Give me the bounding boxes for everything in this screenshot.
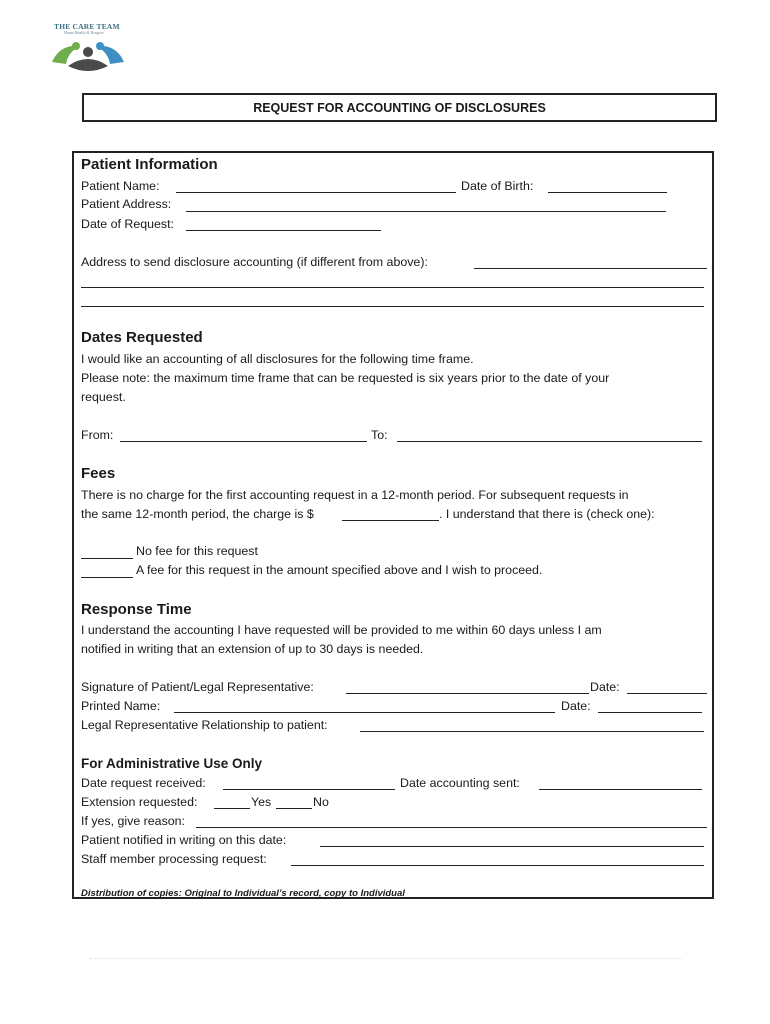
fee-option: A fee for this request in the amount specified above and I wish to proceed. <box>136 563 543 577</box>
signature-date-label: Date: <box>590 680 620 694</box>
fee-check-field[interactable] <box>81 577 133 578</box>
logo-tagline: Home Health & Hospice <box>64 30 104 35</box>
fees-text-1: There is no charge for the first accounting request in a 12-month period. For subsequent requests in <box>81 488 629 502</box>
printed-date-label: Date: <box>561 699 591 713</box>
signature-label: Signature of Patient/Legal Representative: <box>81 680 314 694</box>
care-team-logo <box>46 18 130 80</box>
send-address-field-2[interactable] <box>81 287 704 288</box>
send-address-field-3[interactable] <box>81 306 704 307</box>
extension-yes-label: Yes <box>251 795 272 809</box>
dates-requested-heading: Dates Requested <box>81 329 203 346</box>
patient-address-field[interactable] <box>186 211 666 212</box>
no-fee-option: No fee for this request <box>136 544 258 558</box>
page-footer-divider <box>90 958 682 959</box>
logo-name: THE CARE TEAM <box>54 22 120 31</box>
notified-field[interactable] <box>320 846 704 847</box>
form-container <box>72 151 714 899</box>
reason-field[interactable] <box>196 827 707 828</box>
extension-label: Extension requested: <box>81 795 198 809</box>
relationship-label: Legal Representative Relationship to patient: <box>81 718 328 732</box>
dates-text-2: Please note: the maximum time frame that can be requested is six years prior to the date of your <box>81 371 610 385</box>
extension-no-field[interactable] <box>276 808 312 809</box>
extension-yes-field[interactable] <box>214 808 250 809</box>
no-fee-check-field[interactable] <box>81 558 133 559</box>
distribution-note: Distribution of copies: Original to Individual’s record, copy to Individual <box>81 888 405 899</box>
reason-label: If yes, give reason: <box>81 814 185 828</box>
dates-text-3: request. <box>81 390 126 404</box>
received-label: Date request received: <box>81 776 206 790</box>
to-field[interactable] <box>397 441 702 442</box>
response-text-2: notified in writing that an extension of up to 30 days is needed. <box>81 642 424 656</box>
request-date-field[interactable] <box>186 230 381 231</box>
fees-text-2b: . I understand that there is (check one): <box>439 507 655 521</box>
response-time-heading: Response Time <box>81 601 192 618</box>
staff-label: Staff member processing request: <box>81 852 267 866</box>
fees-heading: Fees <box>81 465 116 482</box>
send-address-label: Address to send disclosure accounting (if different from above): <box>81 255 428 269</box>
send-address-field-1[interactable] <box>474 268 707 269</box>
from-label: From: <box>81 428 114 442</box>
extension-no-label: No <box>313 795 329 809</box>
dob-label: Date of Birth: <box>461 179 534 193</box>
relationship-field[interactable] <box>360 731 704 732</box>
signature-date-field[interactable] <box>627 693 707 694</box>
form-title: REQUEST FOR ACCOUNTING OF DISCLOSURES <box>82 93 717 122</box>
dates-text-1: I would like an accounting of all disclosures for the following time frame. <box>81 352 474 366</box>
notified-label: Patient notified in writing on this date: <box>81 833 287 847</box>
to-label: To: <box>371 428 388 442</box>
staff-field[interactable] <box>291 865 704 866</box>
response-text-1: I understand the accounting I have requested will be provided to me within 60 days unless I am <box>81 623 602 637</box>
request-date-label: Date of Request: <box>81 217 174 231</box>
printed-date-field[interactable] <box>598 712 702 713</box>
patient-name-field[interactable] <box>176 192 456 193</box>
fee-amount-field[interactable] <box>342 520 439 521</box>
patient-address-label: Patient Address: <box>81 197 172 211</box>
fees-text-2a: the same 12-month period, the charge is $ <box>81 507 314 521</box>
printed-name-field[interactable] <box>174 712 555 713</box>
signature-field[interactable] <box>346 693 589 694</box>
patient-info-heading: Patient Information <box>81 156 218 173</box>
received-field[interactable] <box>223 789 395 790</box>
sent-label: Date accounting sent: <box>400 776 520 790</box>
admin-heading: For Administrative Use Only <box>81 756 263 771</box>
printed-name-label: Printed Name: <box>81 699 161 713</box>
care-team-people-icon <box>46 32 130 80</box>
patient-name-label: Patient Name: <box>81 179 160 193</box>
from-field[interactable] <box>120 441 367 442</box>
sent-field[interactable] <box>539 789 702 790</box>
dob-field[interactable] <box>548 192 667 193</box>
